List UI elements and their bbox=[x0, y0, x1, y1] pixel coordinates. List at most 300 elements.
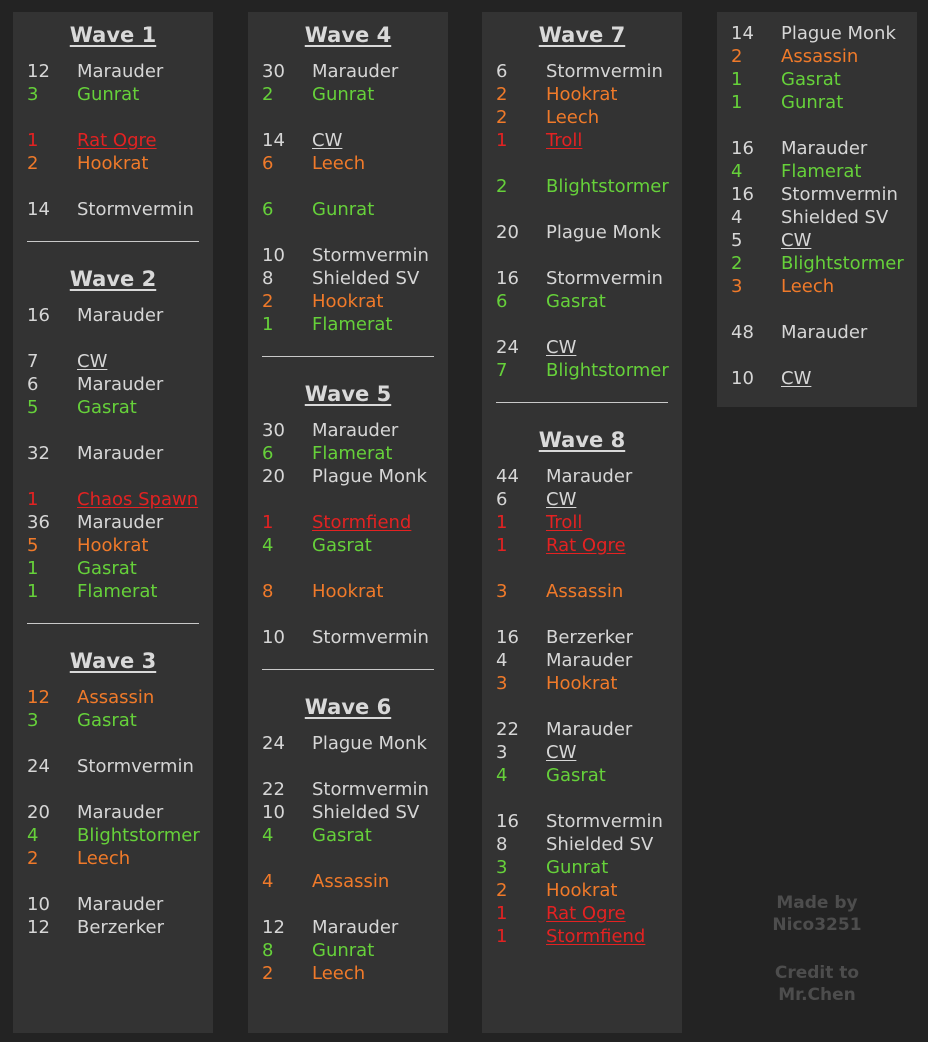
enemy-count: 12 bbox=[27, 917, 50, 938]
enemy-row bbox=[731, 68, 917, 91]
enemy-name: Shielded SV bbox=[312, 268, 420, 289]
enemy-count: 2 bbox=[262, 963, 274, 984]
group-gap bbox=[262, 557, 448, 580]
group-gap bbox=[262, 106, 448, 129]
enemy-count: 2 bbox=[496, 107, 508, 128]
enemy-name: Hookrat bbox=[546, 84, 618, 105]
enemy-name: Assassin bbox=[312, 871, 390, 892]
enemy-row bbox=[496, 129, 682, 152]
enemy-row bbox=[27, 916, 213, 939]
enemy-count: 3 bbox=[496, 742, 508, 763]
enemy-row bbox=[262, 152, 448, 175]
enemy-row bbox=[731, 91, 917, 114]
enemy-row bbox=[262, 244, 448, 267]
enemy-name: Blightstormer bbox=[546, 360, 669, 381]
enemy-count: 8 bbox=[262, 268, 274, 289]
enemy-count: 8 bbox=[262, 940, 274, 961]
credit-line: Nico3251 bbox=[772, 915, 862, 935]
enemy-count: 7 bbox=[496, 360, 508, 381]
enemy-name: Gunrat bbox=[546, 857, 609, 878]
enemy-row bbox=[27, 534, 213, 557]
group-gap bbox=[496, 787, 682, 810]
group-gap bbox=[27, 106, 213, 129]
enemy-name: CW bbox=[546, 337, 577, 358]
group-gap bbox=[262, 175, 448, 198]
enemy-row bbox=[262, 580, 448, 603]
enemy-name: Hookrat bbox=[77, 153, 149, 174]
enemy-name: Gunrat bbox=[312, 199, 375, 220]
enemy-count: 14 bbox=[27, 199, 50, 220]
enemy-count: 3 bbox=[27, 710, 39, 731]
group-gap bbox=[27, 732, 213, 755]
group-gap bbox=[496, 603, 682, 626]
enemy-count: 2 bbox=[27, 153, 39, 174]
enemy-row bbox=[496, 879, 682, 902]
group-gap bbox=[27, 419, 213, 442]
enemy-row bbox=[27, 60, 213, 83]
wave-title: Wave 7 bbox=[538, 23, 626, 47]
enemy-row bbox=[496, 580, 682, 603]
credit-line: Credit to bbox=[774, 963, 860, 983]
enemy-name: Stormvermin bbox=[781, 184, 898, 205]
enemy-name: Marauder bbox=[546, 650, 633, 671]
enemy-count: 16 bbox=[27, 305, 50, 326]
enemy-row bbox=[27, 198, 213, 221]
enemy-count: 14 bbox=[262, 130, 285, 151]
group-gap bbox=[496, 557, 682, 580]
enemy-name: Gasrat bbox=[781, 69, 841, 90]
enemy-name: Rat Ogre bbox=[546, 903, 626, 924]
enemy-row bbox=[27, 373, 213, 396]
group-gap bbox=[27, 870, 213, 893]
enemy-name: Assassin bbox=[77, 687, 155, 708]
enemy-name: Berzerker bbox=[546, 627, 634, 648]
enemy-row bbox=[496, 290, 682, 313]
enemy-name: Marauder bbox=[312, 61, 399, 82]
enemy-count: 6 bbox=[496, 61, 508, 82]
enemy-row bbox=[262, 801, 448, 824]
enemy-row bbox=[262, 962, 448, 985]
enemy-count: 22 bbox=[262, 779, 285, 800]
enemy-name: Marauder bbox=[546, 466, 633, 487]
enemy-row bbox=[27, 83, 213, 106]
wave-title: Wave 2 bbox=[69, 267, 157, 291]
enemy-name: Stormvermin bbox=[312, 779, 429, 800]
enemy-count: 3 bbox=[496, 581, 508, 602]
wave-title: Wave 6 bbox=[304, 695, 392, 719]
group-gap bbox=[496, 152, 682, 175]
enemy-row bbox=[27, 511, 213, 534]
enemy-row bbox=[496, 60, 682, 83]
enemy-row bbox=[27, 709, 213, 732]
enemy-count: 4 bbox=[27, 825, 39, 846]
enemy-name: Blightstormer bbox=[546, 176, 669, 197]
enemy-name: Chaos Spawn bbox=[77, 489, 199, 510]
enemy-count: 4 bbox=[262, 825, 274, 846]
enemy-count: 2 bbox=[262, 291, 274, 312]
enemy-name: Shielded SV bbox=[312, 802, 420, 823]
enemy-row bbox=[262, 870, 448, 893]
enemy-count: 20 bbox=[496, 222, 519, 243]
group-gap bbox=[731, 344, 917, 367]
enemy-name: Gasrat bbox=[77, 710, 137, 731]
enemy-row bbox=[262, 129, 448, 152]
enemy-name: Leech bbox=[312, 963, 366, 984]
enemy-row bbox=[496, 267, 682, 290]
enemy-count: 22 bbox=[496, 719, 519, 740]
enemy-row bbox=[262, 939, 448, 962]
enemy-count: 20 bbox=[27, 802, 50, 823]
enemy-name: Gasrat bbox=[77, 558, 137, 579]
enemy-row bbox=[731, 229, 917, 252]
enemy-name: Leech bbox=[781, 276, 835, 297]
enemy-name: Stormvermin bbox=[312, 245, 429, 266]
enemy-count: 1 bbox=[731, 92, 743, 113]
enemy-name: Hookrat bbox=[312, 581, 384, 602]
enemy-row bbox=[262, 732, 448, 755]
enemy-count: 16 bbox=[496, 811, 519, 832]
enemy-row bbox=[496, 465, 682, 488]
column-wave-8-continued bbox=[717, 12, 917, 407]
enemy-row bbox=[496, 764, 682, 787]
group-gap bbox=[262, 488, 448, 511]
enemy-name: Gasrat bbox=[77, 397, 137, 418]
enemy-row bbox=[27, 580, 213, 603]
enemy-count: 10 bbox=[262, 802, 285, 823]
enemy-count: 30 bbox=[262, 420, 285, 441]
enemy-name: Flamerat bbox=[781, 161, 862, 182]
enemy-row bbox=[27, 350, 213, 373]
enemy-count: 14 bbox=[731, 23, 754, 44]
group-gap bbox=[27, 327, 213, 350]
enemy-name: Stormfiend bbox=[312, 512, 412, 533]
enemy-name: Marauder bbox=[77, 802, 164, 823]
enemy-count: 6 bbox=[262, 199, 274, 220]
enemy-row bbox=[496, 718, 682, 741]
wave-title: Wave 3 bbox=[69, 649, 157, 673]
enemy-name: Assassin bbox=[546, 581, 624, 602]
enemy-row bbox=[496, 833, 682, 856]
enemy-count: 1 bbox=[27, 558, 39, 579]
wave-title: Wave 5 bbox=[304, 382, 392, 406]
enemy-count: 1 bbox=[262, 314, 274, 335]
enemy-count: 32 bbox=[27, 443, 50, 464]
enemy-name: Rat Ogre bbox=[77, 130, 157, 151]
enemy-row bbox=[496, 902, 682, 925]
wave-separator bbox=[262, 356, 434, 357]
credit-line: Mr.Chen bbox=[778, 985, 856, 1005]
enemy-name: Stormvermin bbox=[546, 268, 663, 289]
enemy-name: Hookrat bbox=[312, 291, 384, 312]
enemy-row bbox=[27, 304, 213, 327]
enemy-name: CW bbox=[781, 230, 812, 251]
enemy-row bbox=[262, 83, 448, 106]
enemy-count: 36 bbox=[27, 512, 50, 533]
enemy-name: Gasrat bbox=[312, 535, 372, 556]
enemy-name: Marauder bbox=[77, 305, 164, 326]
enemy-row bbox=[262, 60, 448, 83]
column-waves-1-3 bbox=[13, 12, 213, 1033]
enemy-count: 1 bbox=[27, 581, 39, 602]
enemy-count: 6 bbox=[496, 489, 508, 510]
enemy-count: 16 bbox=[731, 138, 754, 159]
enemy-name: Plague Monk bbox=[546, 222, 661, 243]
enemy-row bbox=[262, 313, 448, 336]
credit-credit-to bbox=[717, 962, 917, 1006]
enemy-row bbox=[496, 741, 682, 764]
enemy-row bbox=[731, 275, 917, 298]
enemy-row bbox=[27, 396, 213, 419]
enemy-row bbox=[731, 45, 917, 68]
enemy-name: Gunrat bbox=[312, 940, 375, 961]
enemy-name: Stormvermin bbox=[546, 811, 663, 832]
enemy-count: 5 bbox=[27, 535, 39, 556]
enemy-count: 1 bbox=[496, 130, 508, 151]
enemy-name: Marauder bbox=[77, 512, 164, 533]
enemy-name: Gasrat bbox=[312, 825, 372, 846]
enemy-name: Leech bbox=[312, 153, 366, 174]
enemy-count: 2 bbox=[496, 176, 508, 197]
enemy-row bbox=[262, 534, 448, 557]
enemy-row bbox=[731, 252, 917, 275]
enemy-row bbox=[262, 419, 448, 442]
enemy-name: Blightstormer bbox=[77, 825, 200, 846]
enemy-count: 1 bbox=[27, 489, 39, 510]
enemy-row bbox=[27, 801, 213, 824]
enemy-name: Troll bbox=[546, 512, 583, 533]
enemy-row bbox=[496, 336, 682, 359]
column-waves-4-6 bbox=[248, 12, 448, 1033]
enemy-count: 10 bbox=[262, 627, 285, 648]
group-gap bbox=[262, 755, 448, 778]
enemy-count: 7 bbox=[27, 351, 39, 372]
enemy-count: 6 bbox=[262, 443, 274, 464]
enemy-name: Shielded SV bbox=[546, 834, 654, 855]
enemy-count: 48 bbox=[731, 322, 754, 343]
enemy-row bbox=[496, 856, 682, 879]
enemy-name: Gasrat bbox=[546, 765, 606, 786]
enemy-count: 2 bbox=[731, 253, 743, 274]
enemy-count: 12 bbox=[27, 61, 50, 82]
enemy-row bbox=[27, 755, 213, 778]
enemy-name: Marauder bbox=[77, 61, 164, 82]
enemy-row bbox=[496, 810, 682, 833]
enemy-count: 10 bbox=[27, 894, 50, 915]
enemy-row bbox=[731, 137, 917, 160]
enemy-row bbox=[496, 626, 682, 649]
enemy-count: 3 bbox=[731, 276, 743, 297]
enemy-row bbox=[496, 534, 682, 557]
enemy-name: Assassin bbox=[781, 46, 859, 67]
enemy-name: Marauder bbox=[781, 138, 868, 159]
enemy-count: 2 bbox=[496, 84, 508, 105]
enemy-name: Stormfiend bbox=[546, 926, 646, 947]
enemy-count: 6 bbox=[262, 153, 274, 174]
enemy-name: Stormvermin bbox=[312, 627, 429, 648]
enemy-row bbox=[262, 442, 448, 465]
enemy-count: 2 bbox=[731, 46, 743, 67]
wave-title: Wave 8 bbox=[538, 428, 626, 452]
enemy-row bbox=[27, 442, 213, 465]
enemy-count: 20 bbox=[262, 466, 285, 487]
enemy-name: Stormvermin bbox=[77, 199, 194, 220]
enemy-name: CW bbox=[77, 351, 108, 372]
enemy-row bbox=[262, 626, 448, 649]
group-gap bbox=[731, 298, 917, 321]
enemy-count: 12 bbox=[262, 917, 285, 938]
group-gap bbox=[496, 198, 682, 221]
enemy-row bbox=[262, 198, 448, 221]
enemy-count: 6 bbox=[27, 374, 39, 395]
enemy-row bbox=[731, 22, 917, 45]
enemy-name: Gunrat bbox=[77, 84, 140, 105]
enemy-name: Hookrat bbox=[546, 880, 618, 901]
enemy-count: 4 bbox=[731, 161, 743, 182]
enemy-row bbox=[731, 321, 917, 344]
enemy-count: 3 bbox=[27, 84, 39, 105]
enemy-row bbox=[496, 83, 682, 106]
enemy-row bbox=[262, 465, 448, 488]
group-gap bbox=[262, 893, 448, 916]
wave-separator bbox=[27, 241, 199, 242]
enemy-name: CW bbox=[781, 368, 812, 389]
enemy-name: Troll bbox=[546, 130, 583, 151]
group-gap bbox=[262, 221, 448, 244]
enemy-count: 3 bbox=[496, 673, 508, 694]
enemy-name: Marauder bbox=[77, 374, 164, 395]
enemy-count: 5 bbox=[27, 397, 39, 418]
group-gap bbox=[496, 313, 682, 336]
wave-title: Wave 1 bbox=[69, 23, 157, 47]
enemy-count: 10 bbox=[731, 368, 754, 389]
enemy-name: Leech bbox=[77, 848, 131, 869]
enemy-name: Gunrat bbox=[781, 92, 844, 113]
wave-separator bbox=[27, 623, 199, 624]
enemy-row bbox=[496, 649, 682, 672]
enemy-count: 1 bbox=[496, 926, 508, 947]
enemy-name: Hookrat bbox=[546, 673, 618, 694]
enemy-count: 5 bbox=[731, 230, 743, 251]
enemy-name: Leech bbox=[546, 107, 600, 128]
enemy-row bbox=[496, 359, 682, 382]
enemy-count: 4 bbox=[496, 765, 508, 786]
enemy-row bbox=[496, 106, 682, 129]
enemy-row bbox=[262, 778, 448, 801]
enemy-row bbox=[27, 152, 213, 175]
enemy-count: 1 bbox=[262, 512, 274, 533]
enemy-count: 24 bbox=[27, 756, 50, 777]
credit-line: Made by bbox=[776, 893, 858, 913]
enemy-row bbox=[27, 488, 213, 511]
enemy-count: 2 bbox=[262, 84, 274, 105]
enemy-count: 4 bbox=[262, 535, 274, 556]
enemy-name: CW bbox=[546, 742, 577, 763]
enemy-name: CW bbox=[546, 489, 577, 510]
wave-separator bbox=[262, 669, 434, 670]
enemy-count: 1 bbox=[731, 69, 743, 90]
enemy-count: 2 bbox=[27, 848, 39, 869]
enemy-count: 16 bbox=[731, 184, 754, 205]
wave-title: Wave 4 bbox=[304, 23, 392, 47]
enemy-name: Berzerker bbox=[77, 917, 165, 938]
enemy-row bbox=[496, 925, 682, 948]
enemy-name: Plague Monk bbox=[781, 23, 896, 44]
enemy-name: Stormvermin bbox=[546, 61, 663, 82]
enemy-count: 4 bbox=[262, 871, 274, 892]
enemy-row bbox=[27, 686, 213, 709]
enemy-name: Stormvermin bbox=[77, 756, 194, 777]
enemy-row bbox=[27, 847, 213, 870]
enemy-row bbox=[496, 672, 682, 695]
enemy-name: Hookrat bbox=[77, 535, 149, 556]
enemy-row bbox=[262, 511, 448, 534]
group-gap bbox=[731, 114, 917, 137]
enemy-count: 1 bbox=[496, 535, 508, 556]
group-gap bbox=[496, 244, 682, 267]
enemy-name: Flamerat bbox=[312, 443, 393, 464]
group-gap bbox=[27, 175, 213, 198]
enemy-row bbox=[27, 824, 213, 847]
enemy-count: 4 bbox=[731, 207, 743, 228]
enemy-name: Plague Monk bbox=[312, 466, 427, 487]
enemy-count: 16 bbox=[496, 627, 519, 648]
enemy-row bbox=[496, 511, 682, 534]
enemy-name: CW bbox=[312, 130, 343, 151]
group-gap bbox=[27, 465, 213, 488]
enemy-row bbox=[496, 175, 682, 198]
enemy-count: 10 bbox=[262, 245, 285, 266]
enemy-name: Marauder bbox=[546, 719, 633, 740]
enemy-row bbox=[731, 183, 917, 206]
enemy-count: 12 bbox=[27, 687, 50, 708]
enemy-name: Plague Monk bbox=[312, 733, 427, 754]
enemy-count: 30 bbox=[262, 61, 285, 82]
enemy-name: Flamerat bbox=[312, 314, 393, 335]
enemy-count: 8 bbox=[262, 581, 274, 602]
group-gap bbox=[496, 695, 682, 718]
group-gap bbox=[27, 778, 213, 801]
enemy-name: Gunrat bbox=[312, 84, 375, 105]
enemy-row bbox=[731, 367, 917, 390]
enemy-name: Marauder bbox=[77, 894, 164, 915]
enemy-row bbox=[262, 267, 448, 290]
credit-made-by bbox=[717, 892, 917, 936]
enemy-count: 44 bbox=[496, 466, 519, 487]
enemy-row bbox=[262, 916, 448, 939]
enemy-count: 4 bbox=[496, 650, 508, 671]
enemy-count: 8 bbox=[496, 834, 508, 855]
enemy-name: Marauder bbox=[312, 420, 399, 441]
enemy-count: 24 bbox=[496, 337, 519, 358]
enemy-name: Flamerat bbox=[77, 581, 158, 602]
column-waves-7-8 bbox=[482, 12, 682, 1033]
enemy-count: 3 bbox=[496, 857, 508, 878]
enemy-count: 6 bbox=[496, 291, 508, 312]
enemy-name: Marauder bbox=[312, 917, 399, 938]
enemy-row bbox=[496, 221, 682, 244]
enemy-count: 1 bbox=[496, 512, 508, 533]
enemy-row bbox=[731, 206, 917, 229]
enemy-name: Marauder bbox=[77, 443, 164, 464]
wave-separator bbox=[496, 402, 668, 403]
enemy-row bbox=[262, 824, 448, 847]
enemy-name: Marauder bbox=[781, 322, 868, 343]
enemy-row bbox=[27, 557, 213, 580]
enemy-count: 1 bbox=[496, 903, 508, 924]
enemy-count: 24 bbox=[262, 733, 285, 754]
enemy-count: 1 bbox=[27, 130, 39, 151]
group-gap bbox=[262, 603, 448, 626]
